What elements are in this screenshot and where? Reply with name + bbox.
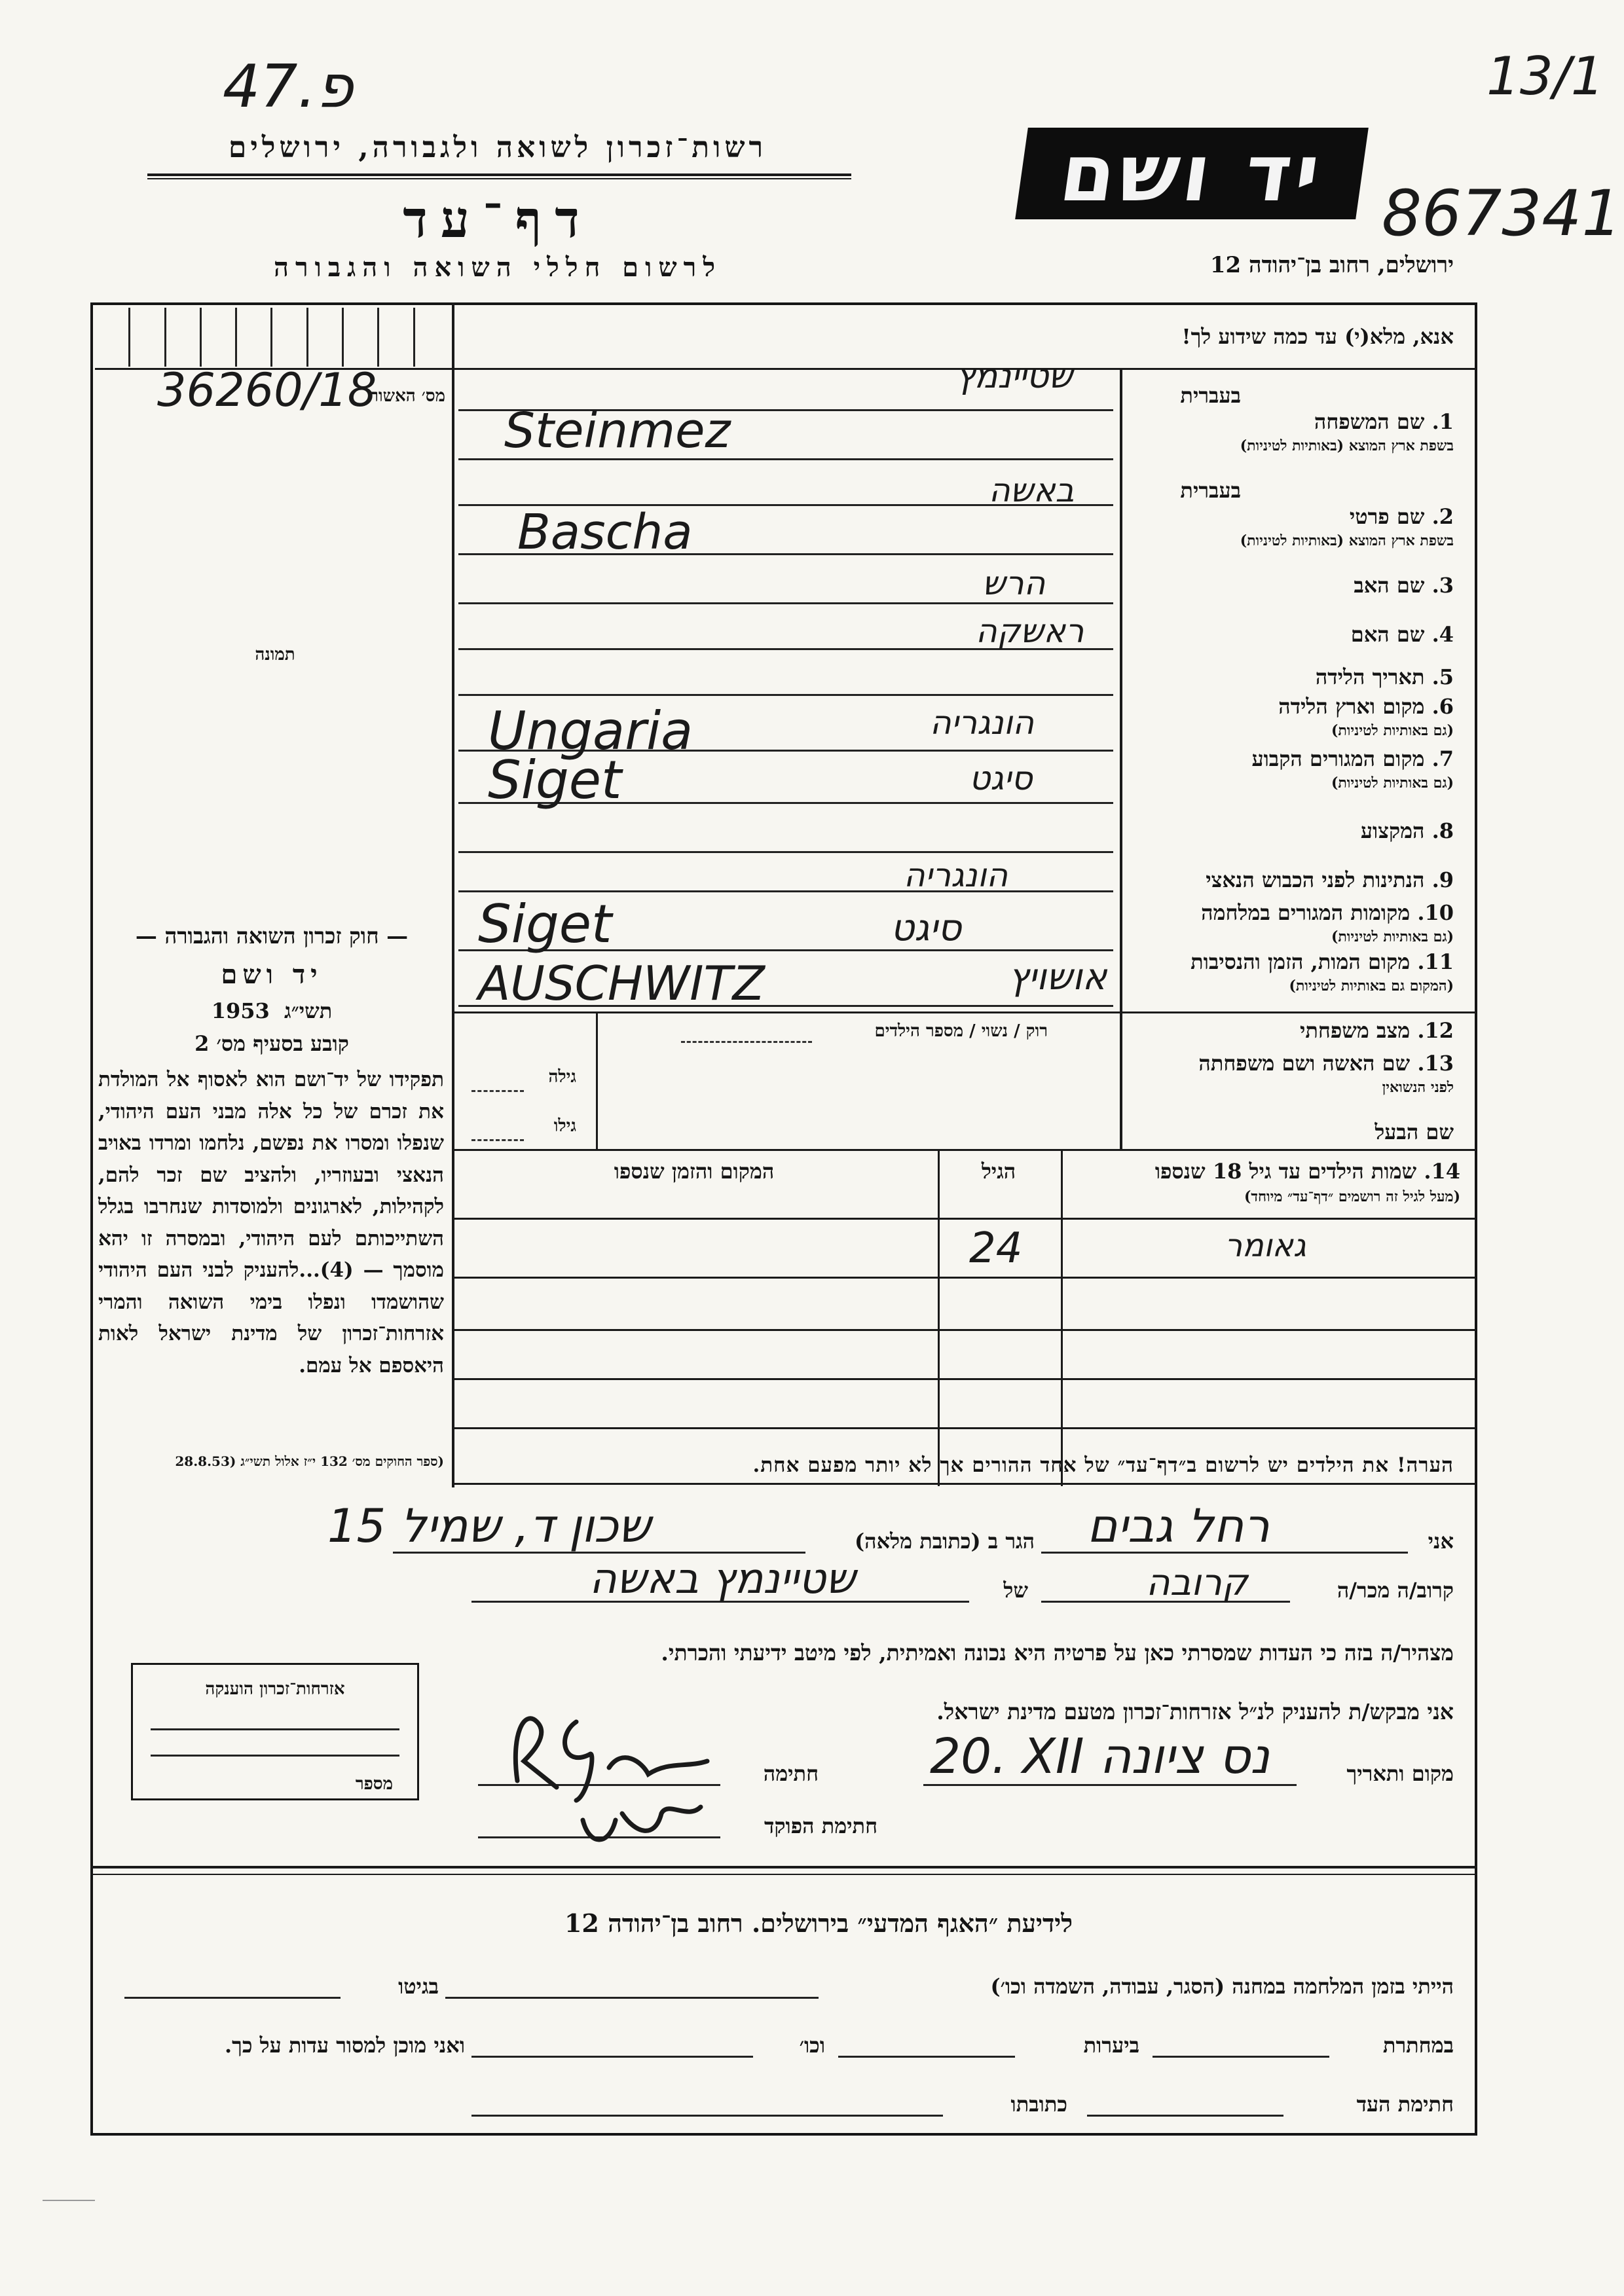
field3-value: הרש [982,564,1046,602]
field1-num: 1. [1431,409,1454,434]
field6-label-text: מקום וארץ הלידה [1278,694,1425,719]
note-text: הערה! את הילדים יש לרשום ב״דף־עד״ של אחד ההורים אך לא יותר מפעם אחת. [752,1453,1454,1477]
field11-latin-value: AUSCHWITZ [478,956,765,1011]
field2-hebrew-value: באשה [989,471,1075,509]
field10-label-text: מקומות המגורים במלחמה [1201,900,1411,925]
handwritten-reference: פ.47 [223,52,354,121]
witness-i-label: אני [1428,1529,1454,1554]
field7-sub: (גם באותיות לטיניות) [1331,774,1454,792]
field12-options: רוק / נשוי / מספר הילדים [874,1021,1048,1041]
field13-age-label: גילה [548,1067,576,1087]
field10-label [1126,900,1454,925]
law-year-number: 1953 [211,998,270,1023]
field6-latin-value: Ungaria [488,701,693,761]
officer-signature-label: חתימת הפוקד [764,1813,877,1838]
photo-label: תמונה [255,645,295,665]
field13-label [1126,1051,1454,1076]
field11-label [1126,949,1454,974]
witness-resides-label: הגר ב (כתובת מלאה) [855,1529,1035,1554]
field10-num: 10. [1417,900,1454,925]
field3-label [1244,573,1454,598]
field12-label [1126,1018,1454,1043]
bottom-title: לידיעת ״האגף המדעי״ בירושלים. רחוב בן־יהודה 12 [564,1908,1073,1938]
field-husband-age-label: גילו [553,1116,576,1136]
witness-name: רחל גבים [1087,1499,1270,1553]
field6-num: 6. [1431,694,1454,719]
field5-label-text: תאריך הלידה [1315,665,1425,689]
field8-label-text: המקצוע [1360,818,1425,843]
law-clause: קובע בסעיף מס׳ 2 [194,1031,349,1056]
bottom-underground: במחתרת [1382,2033,1454,2058]
field1-label [1244,409,1454,434]
field2-num: 2. [1431,504,1454,529]
children-label: 14. שמות הילדים עד גיל 18 שנספו [1154,1159,1460,1184]
field12-num: 12. [1417,1018,1454,1043]
field11-num: 11. [1417,949,1454,974]
field13-num: 13. [1417,1051,1454,1076]
law-year [98,998,445,1023]
bottom-ghetto: בגיטו [398,1974,439,1999]
field1-latin-value: Steinmez [504,403,731,459]
place-date-label: מקום ותאריך [1346,1761,1454,1786]
field7-hebrew-value: סיגט [969,759,1033,797]
place-date-value: 20. XII נס ציונה [930,1728,1270,1785]
law-title: — חוק זכרון השואה והגבורה — [135,923,409,949]
signature-label: חתימה [763,1761,819,1786]
ack-label: מס׳ האשור [370,386,445,406]
field4-value: ראשקה [976,612,1084,650]
field2-lang: בעברית [1180,478,1241,503]
field4-label-text: שם האם [1350,622,1425,647]
witness-address: שכון ד, שמיל 15 [327,1499,651,1553]
bottom-line1: הייתי בזמן המלחמה במחנה (הסגר, עבודה, השמדה וכו׳) [990,1974,1454,1999]
bottom-willing: ואני מוכן למסור עדות על כך. [224,2033,465,2058]
field7-label [1126,746,1454,771]
field2-sub: בשפת ארץ המוצא (באותיות לטיניות) [1240,532,1454,549]
field8-num: 8. [1431,818,1454,843]
field9-label [1126,867,1454,892]
request-text: אני מבקש/ת להעניק לנ״ל אזרחות־זכרון מטעם מדינת ישראל. [936,1699,1454,1724]
field3-label-text: שם האב [1354,573,1425,598]
field-husband-label: שם הבעל [1375,1120,1454,1144]
witness-relation: קרובה [1146,1561,1248,1604]
child-name-1: גאומר [1225,1228,1306,1264]
field7-label-text: מקום המגורים הקבוע [1251,746,1425,771]
field9-value: הונגריה [904,856,1008,894]
field9-num: 9. [1431,867,1454,892]
ack-tick-boxes [95,308,449,367]
field9-label-text: הנתינות לפני הכבוש הנאצי [1206,867,1425,892]
field1-hebrew-value: שטיינמץ [956,357,1073,396]
field5-label [1244,665,1454,689]
field7-num: 7. [1431,746,1454,771]
bottom-witness-signature: חתימת העד [1356,2092,1454,2117]
form-title: דף־עד [403,190,593,249]
field13-label-text: שם האשה ושם משפחתה [1198,1051,1411,1076]
field8-label [1244,818,1454,843]
field11-label-text: מקום המות, הזמן והנסיבות [1190,949,1411,974]
witness-relation-label: קרוב/ה מכר/ה [1337,1578,1454,1603]
field4-label [1244,622,1454,647]
law-text: תפקידו של יד־ושם הוא לאסוף אל המולדת את זכרם של כל אלה מבני העם היהודי, שנפלו ומסרו את נפשם, נלחמו ומרדו באויב הנאצי ובעוזריו, ולהציב שם זכר להם, לקהילות, לארגונים ולמוסדות שנחרבו בגלל השתייכותם לעם היהודי, ובמסרה זו יהא מוסמך — (4)...להעניק לבני העם היהודי שהושמדו ונפלו בימי השואה והמרי אזרחות־זכרון של מדינת ישראל לאות היאספם אל עמם. [98,1068,444,1377]
ack-number: 36260/18 [157,363,377,417]
field11-sub: (המקום גם באותיות לטיניות) [1289,977,1454,994]
intro-text: אנא, מלא(י) עד כמה שידוע לך! [1181,324,1454,349]
bottom-address: כתובתו [1010,2092,1067,2117]
citizenship-number-label: מספר [355,1774,393,1794]
yad-vashem-logo: יד ושם [1015,128,1369,219]
law-name: יד ושם [221,959,323,990]
declaration-text: מצהיר/ה בזה כי העדות שמסרתי כאן על פרטיה היא נכונה ואמיתית, לפי מיטב ידיעתי והכרתי. [661,1640,1454,1666]
law-source: (ספר החוקים מס׳ 132 י״ז אלול תשי״ג (28.8.53 [175,1453,444,1469]
children-place-header: המקום והזמן שנספו [614,1159,775,1184]
field3-num: 3. [1431,573,1454,598]
field6-hebrew-value: הונגריה [930,704,1034,742]
field1-sub: בשפת ארץ המוצא (באותיות לטיניות) [1240,437,1454,454]
field2-latin-value: Bascha [517,504,693,560]
field10-latin-value: Siget [478,894,612,955]
form-subtitle: לרשום חללי השואה והגבורה [273,252,722,283]
archive-number: 867341 [1382,177,1622,250]
witness-signature [498,1696,720,1807]
law-year-hebrew: תשי״ג [284,998,333,1023]
field2-label [1244,504,1454,529]
field10-sub: (גם באותיות לטיניות) [1331,928,1454,945]
field1-lang: בעברית [1180,383,1241,408]
citizenship-label: אזרחות־זכרון הוענקה [205,1679,345,1699]
witness-of-name: שטיינמץ באשה [589,1555,856,1603]
field5-num: 5. [1431,665,1454,689]
field7-latin-value: Siget [488,750,622,811]
field6-sub: (גם באותיות לטיניות) [1331,722,1454,739]
field13-sub: לפני הנשואין [1382,1079,1454,1096]
authority-title: רשות־זכרון לשואה ולגבורה, ירושלים [228,131,767,164]
field11-hebrew-value: אושויץ [1008,956,1107,998]
children-sub: (מעל לגיל זה רושמים ״דף־עד״ מיוחד) [1244,1188,1460,1205]
address: ירושלים, רחוב בן־יהודה 12 [1209,252,1454,278]
field12-label-text: מצב משפחתי [1300,1018,1411,1043]
children-age-header: הגיל [981,1159,1016,1184]
child-age-1: 24 [969,1224,1023,1273]
field10-hebrew-value: סיגט [891,907,962,949]
field1-label-text: שם המשפחה [1314,409,1425,434]
bottom-forests: ביערות [1083,2033,1139,2058]
field2-label-text: שם פרטי [1349,504,1425,529]
bottom-etc: וכו׳ [799,2033,825,2058]
field4-num: 4. [1431,622,1454,647]
officer-signature [576,1794,707,1853]
witness-of-label: של [1003,1578,1028,1603]
field6-label [1126,694,1454,719]
folio-number: 13/1 [1486,46,1604,107]
